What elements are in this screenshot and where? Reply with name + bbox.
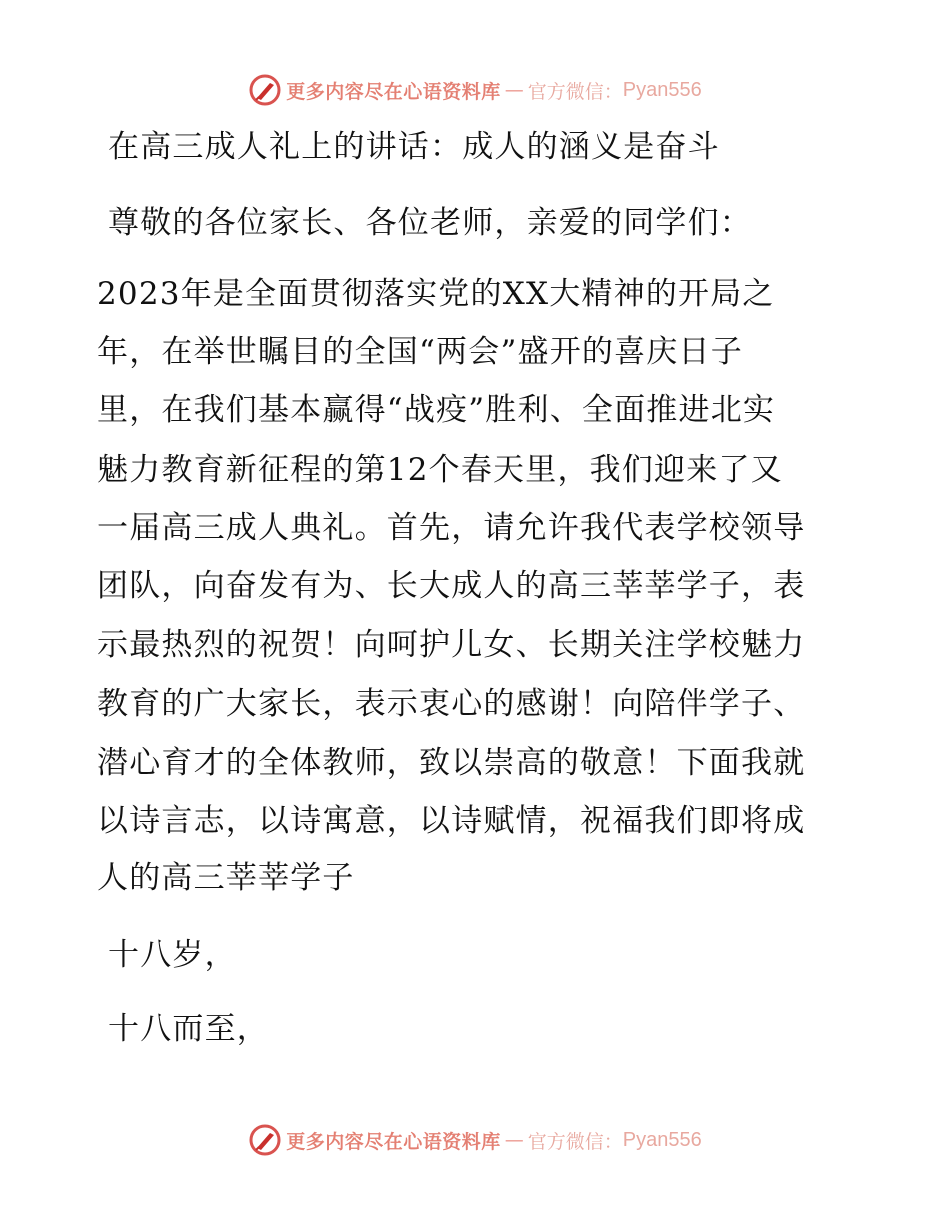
paragraph-line: 教育的广大家长，表示衷心的感谢！向陪伴学子、 [97,686,806,722]
header-watermark [0,70,950,110]
footer-watermark [0,1120,950,1160]
paragraph-line: 潜心育才的全体教师，致以崇高的敬意！下面我就 [97,745,806,781]
quill-pen-logo-icon [248,73,282,107]
paragraph-line: 2023年是全面贯彻落实党的XX大精神的开局之 [97,276,775,312]
watermark-separator: — [504,1129,524,1151]
watermark-main-text: 更多内容尽在心语资料库 [286,80,501,103]
document-title: 在高三成人礼上的讲话：成人的涵义是奋斗 [108,129,720,165]
verse-line: 十八岁， [108,937,237,973]
paragraph-line: 团队，向奋发有为、长大成人的高三莘莘学子，表 [97,568,806,604]
paragraph-line: 示最热烈的祝贺！向呵护儿女、长期关注学校魅力 [97,627,806,663]
salutation: 尊敬的各位家长、各位老师，亲爱的同学们： [108,205,752,241]
watermark-main-text: 更多内容尽在心语资料库 [286,1130,501,1153]
paragraph-line: 人的高三莘莘学子 [97,860,355,896]
watermark-wechat-id: Pyan556 [622,78,702,101]
watermark-official-text: 官方微信： [527,1130,623,1153]
quill-pen-logo-icon [248,1123,282,1157]
paragraph-line: 魅力教育新征程的第12个春天里，我们迎来了又 [97,452,783,488]
paragraph-line: 一届高三成人典礼。首先，请允许我代表学校领导 [97,510,806,546]
watermark-wechat-id: Pyan556 [622,1128,702,1151]
paragraph-line: 年，在举世瞩目的全国“两会”盛开的喜庆日子 [97,334,743,370]
paragraph-line: 里，在我们基本赢得“战疫”胜利、全面推进北实 [97,392,776,428]
paragraph-line: 以诗言志，以诗寓意，以诗赋情，祝福我们即将成 [97,803,806,839]
watermark-separator: — [504,79,524,101]
verse-line: 十八而至， [108,1011,269,1047]
watermark-official-text: 官方微信： [527,80,623,103]
